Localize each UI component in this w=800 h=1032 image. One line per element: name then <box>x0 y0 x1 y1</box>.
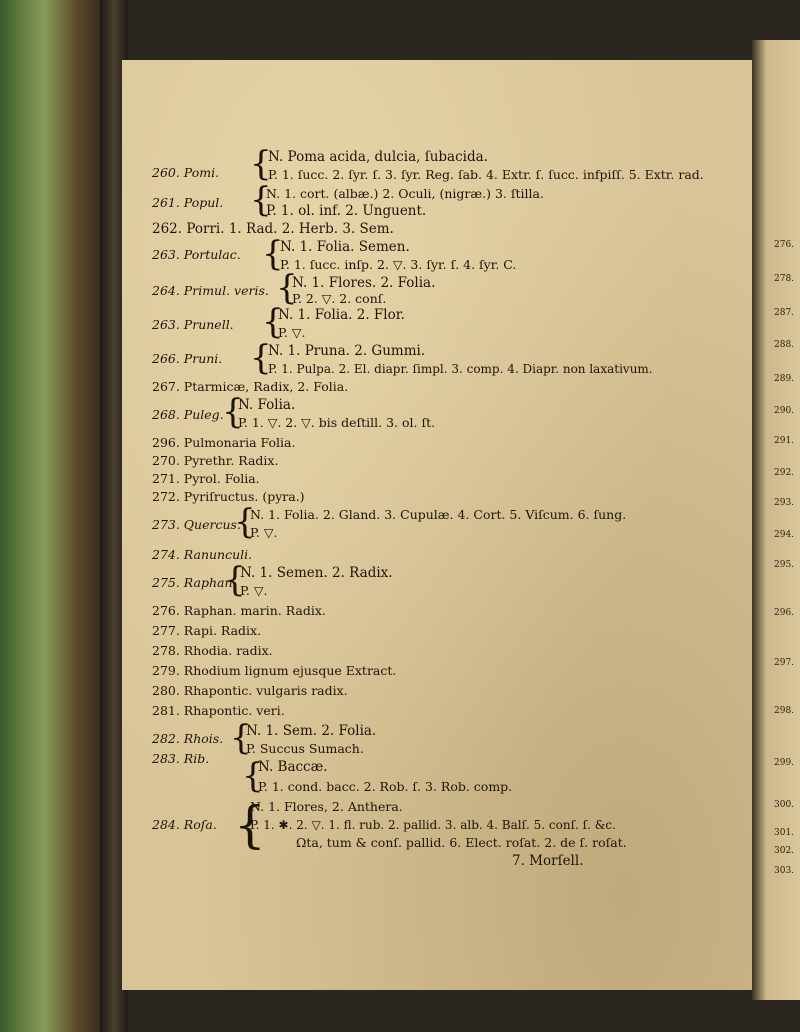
margin-mark: 292. <box>774 468 795 478</box>
margin-mark: 287. <box>774 308 795 318</box>
entry-line: 270. Pyrethr. Radix. <box>152 453 279 468</box>
margin-mark: 294. <box>774 530 795 540</box>
entry-line: Ωta, tum & conſ. pallid. 6. Elect. roſat. 2. de ſ. roſat. <box>296 835 627 850</box>
margin-mark: 300. <box>774 800 795 810</box>
margin-mark: 288. <box>774 340 795 350</box>
margin-mark: 296. <box>774 608 795 618</box>
entry-number: 284. Roſa. <box>152 817 217 832</box>
entry-number: 264. Primul. veris. <box>152 283 269 298</box>
entry-line: N. 1. Folia. 2. Flor. <box>278 307 405 323</box>
entry-line: N. 1. Flores, 2. Anthera. <box>250 799 403 814</box>
entry-number: 261. Popul. <box>152 195 224 210</box>
entry-line: N. Baccæ. <box>258 759 328 775</box>
entry-line: P. 1. ▽. 2. ▽. bis deſtill. 3. ol. ſt. <box>238 415 436 430</box>
entry-line: P. ▽. <box>278 325 306 340</box>
entry-number: 273. Quercus. <box>152 517 241 532</box>
entry-number: 260. Pomi. <box>152 165 220 180</box>
entry-line: 271. Pyrol. Folia. <box>152 471 260 486</box>
entry-number: 263. Portulac. <box>152 247 241 262</box>
entry-number: 263. Prunell. <box>152 317 234 332</box>
entry-line: P. 1. Pulpa. 2. El. diapr. ſimpl. 3. comp. 4. Diapr. non laxativum. <box>268 362 653 376</box>
margin-mark: 290. <box>774 406 795 416</box>
brace: { <box>250 180 272 220</box>
margin-mark: 303. <box>774 866 795 876</box>
brace: { <box>230 718 252 758</box>
entry-line: P. ▽. <box>240 583 268 598</box>
brace: { <box>250 338 272 378</box>
entry-line: 280. Rhapontic. vulgaris radix. <box>152 683 348 698</box>
entry-number: 275. Raphan. <box>152 575 237 590</box>
entry-number: 282. Rhois. <box>152 731 224 746</box>
entry-line: P. ▽. <box>250 525 278 540</box>
entry-line: P. 1. cond. bacc. 2. Rob. ſ. 3. Rob. comp. <box>258 779 513 794</box>
entry-line: P. 1. ol. inf. 2. Unguent. <box>266 203 427 219</box>
entry-line: P. Succus Sumach. <box>246 741 364 756</box>
entry-line: N. 1. Folia. Semen. <box>280 239 410 255</box>
margin-mark: 278. <box>774 274 795 284</box>
entry-line: 277. Rapi. Radix. <box>152 623 262 638</box>
brace: { <box>250 144 272 184</box>
entry-line: N. 1. Pruna. 2. Gummi. <box>268 343 426 359</box>
entry-line: N. 1. Sem. 2. Folia. <box>246 723 377 739</box>
margin-mark: 301. <box>774 828 795 838</box>
entry-line: 7. Morſell. <box>512 853 584 869</box>
entry-line: 276. Raphan. marin. Radix. <box>152 603 326 618</box>
entry-line: N. 1. Folia. 2. Gland. 3. Cupulæ. 4. Cort. 5. Viſcum. 6. ſung. <box>250 507 627 522</box>
margin-mark: 302. <box>774 846 795 856</box>
entry-line: P. 1. ✱. 2. ▽. 1. fl. rub. 2. pallid. 3. alb. 4. Balſ. 5. conſ. ſ. &c. <box>250 818 616 832</box>
entry-line: 262. Porri. 1. Rad. 2. Herb. 3. Sem. <box>152 221 394 237</box>
entry-line: 296. Pulmonaria Folia. <box>152 435 296 450</box>
entry-number: 283. Rib. <box>152 751 210 766</box>
entry-line: 281. Rhapontic. veri. <box>152 703 285 718</box>
entry-line: P. 1. ſucc. inſp. 2. ▽. 3. ſyr. ſ. 4. ſyr. C. <box>280 257 517 272</box>
entry-line: P. 2. ▽. 2. conſ. <box>292 291 387 306</box>
margin-mark: 276. <box>774 240 795 250</box>
entry-line: N. 1. Flores. 2. Folia. <box>292 275 436 291</box>
brace: { <box>262 302 284 342</box>
entry-line: N. 1. cort. (albæ.) 2. Oculi, (nigræ.) 3. ſtilla. <box>266 186 544 201</box>
brace: { <box>276 268 298 308</box>
entry-line: 279. Rhodium lignum ejusque Extract. <box>152 663 397 678</box>
entry-line: 267. Ptarmicæ, Radix, 2. Folia. <box>152 379 349 394</box>
entry-line: 274. Ranunculi. <box>152 547 253 562</box>
brace: { <box>234 502 256 542</box>
entry-line: N. 1. Semen. 2. Radix. <box>240 565 393 581</box>
brace: { <box>242 756 264 796</box>
margin-mark: 298. <box>774 706 795 716</box>
margin-mark: 299. <box>774 758 795 768</box>
entry-line: 272. Pyriſructus. (pyra.) <box>152 489 305 504</box>
facing-page-edge <box>752 40 800 1000</box>
margin-mark: 295. <box>774 560 795 570</box>
entry-number: 266. Pruni. <box>152 351 223 366</box>
entry-line: N. Folia. <box>238 397 296 413</box>
margin-mark: 293. <box>774 498 795 508</box>
margin-mark: 291. <box>774 436 795 446</box>
margin-mark: 289. <box>774 374 795 384</box>
margin-mark: 297. <box>774 658 795 668</box>
entry-line: 278. Rhodia. radix. <box>152 643 273 658</box>
entry-number: 268. Puleg. <box>152 407 224 422</box>
brace: { <box>224 560 246 600</box>
entry-line: N. Poma acida, dulcia, ſubacida. <box>268 149 488 165</box>
entry-line: P. 1. ſucc. 2. ſyr. ſ. 3. ſyr. Reg. ſab. 4. Extr. ſ. ſucc. infpiſſ. 5. Extr. rad. <box>268 167 704 182</box>
brace: { <box>262 234 284 274</box>
brace: { <box>222 392 244 432</box>
brace: { <box>234 796 266 854</box>
book-cover-edge <box>0 0 110 1032</box>
